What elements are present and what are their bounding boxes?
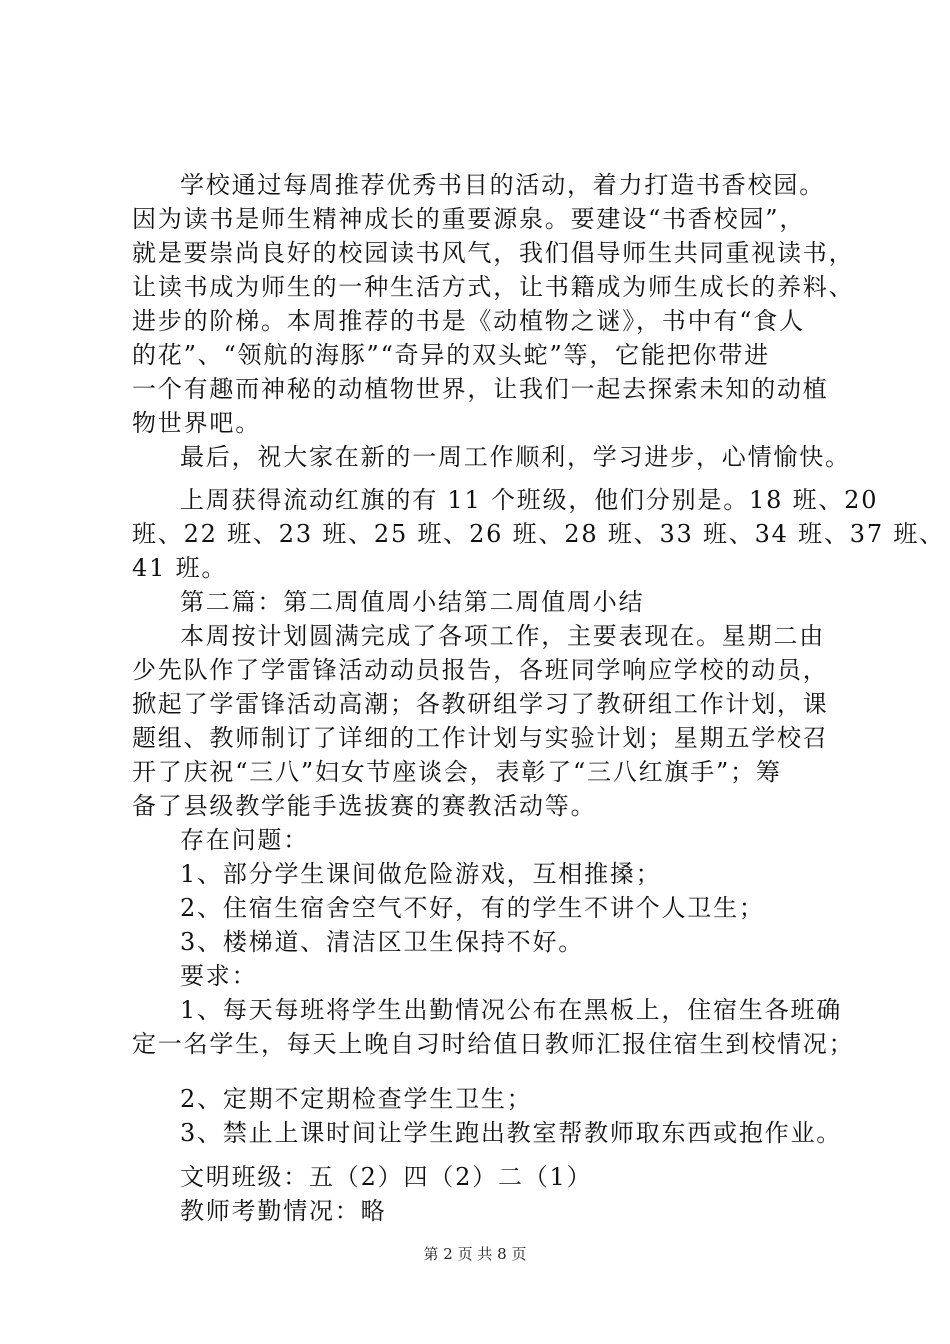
text-line: 就是要崇尚良好的校园读书风气，我们倡导师生共同重视读书， bbox=[132, 239, 855, 267]
text-line: 41 班。 bbox=[132, 554, 228, 582]
text-line: 少先队作了学雷锋活动动员报告，各班同学响应学校的动员， bbox=[132, 656, 829, 684]
text-line: 的花”、“领航的海豚”“奇异的双头蛇”等，它能把你带进 bbox=[132, 341, 770, 369]
text-line: 因为读书是师生精神成长的重要源泉。要建设“书香校园”， bbox=[132, 205, 806, 233]
text-line: 教师考勤情况：略 bbox=[180, 1197, 387, 1225]
text-line: 备了县级教学能手选拔赛的赛教活动等。 bbox=[132, 792, 597, 820]
list-item: 1、部分学生课间做危险游戏，互相推搡； bbox=[180, 860, 662, 888]
text-line: 题组、教师制订了详细的工作计划与实验计划；星期五学校召 bbox=[132, 724, 829, 752]
text-line: 班、22 班、23 班、25 班、26 班、28 班、33 班、34 班、37 班、 bbox=[132, 520, 945, 548]
text-line: 开了庆祝“三八”妇女节座谈会，表彰了“三八红旗手”；筹 bbox=[132, 758, 782, 786]
text-line: 学校通过每周推荐优秀书目的活动，着力打造书香校园。 bbox=[180, 171, 825, 199]
text-line: 物世界吧。 bbox=[132, 409, 261, 437]
section-heading: 第二篇：第二周值周小结第二周值周小结 bbox=[180, 588, 645, 616]
page-footer: 第 2 页 共 8 页 bbox=[423, 1245, 527, 1263]
list-item: 2、住宿生宿舍空气不好，有的学生不讲个人卫生； bbox=[180, 894, 765, 922]
text-line: 进步的阶梯。本周推荐的书是《动植物之谜》，书中有“食人 bbox=[132, 307, 805, 335]
list-item: 3、楼梯道、清洁区卫生保持不好。 bbox=[180, 928, 585, 956]
text-line: 上周获得流动红旗的有 11 个班级，他们分别是。18 班、20 bbox=[180, 486, 879, 514]
text-line: 掀起了学雷锋活动高潮；各教研组学习了教研组工作计划，课 bbox=[132, 690, 829, 718]
text-line: 最后，祝大家在新的一周工作顺利，学习进步，心情愉快。 bbox=[180, 443, 851, 471]
text-line: 要求： bbox=[180, 962, 258, 990]
list-item: 3、禁止上课时间让学生跑出教室帮教师取东西或抱作业。 bbox=[180, 1119, 843, 1147]
text-line: 一个有趣而神秘的动植物世界，让我们一起去探索未知的动植 bbox=[132, 375, 829, 403]
list-item: 定一名学生，每天上晚自习时给值日教师汇报住宿生到校情况； bbox=[132, 1030, 855, 1058]
text-line: 存在问题： bbox=[180, 826, 309, 854]
text-line: 文明班级：五（2）四（2）二（1） bbox=[180, 1163, 593, 1191]
list-item: 1、每天每班将学生出勤情况公布在黑板上，住宿生各班确 bbox=[180, 996, 843, 1024]
text-line: 让读书成为师生的一种生活方式，让书籍成为师生成长的养料、 bbox=[132, 273, 855, 301]
list-item: 2、定期不定期检查学生卫生； bbox=[180, 1085, 533, 1113]
text-line: 本周按计划圆满完成了各项工作，主要表现在。星期二由 bbox=[180, 622, 825, 650]
